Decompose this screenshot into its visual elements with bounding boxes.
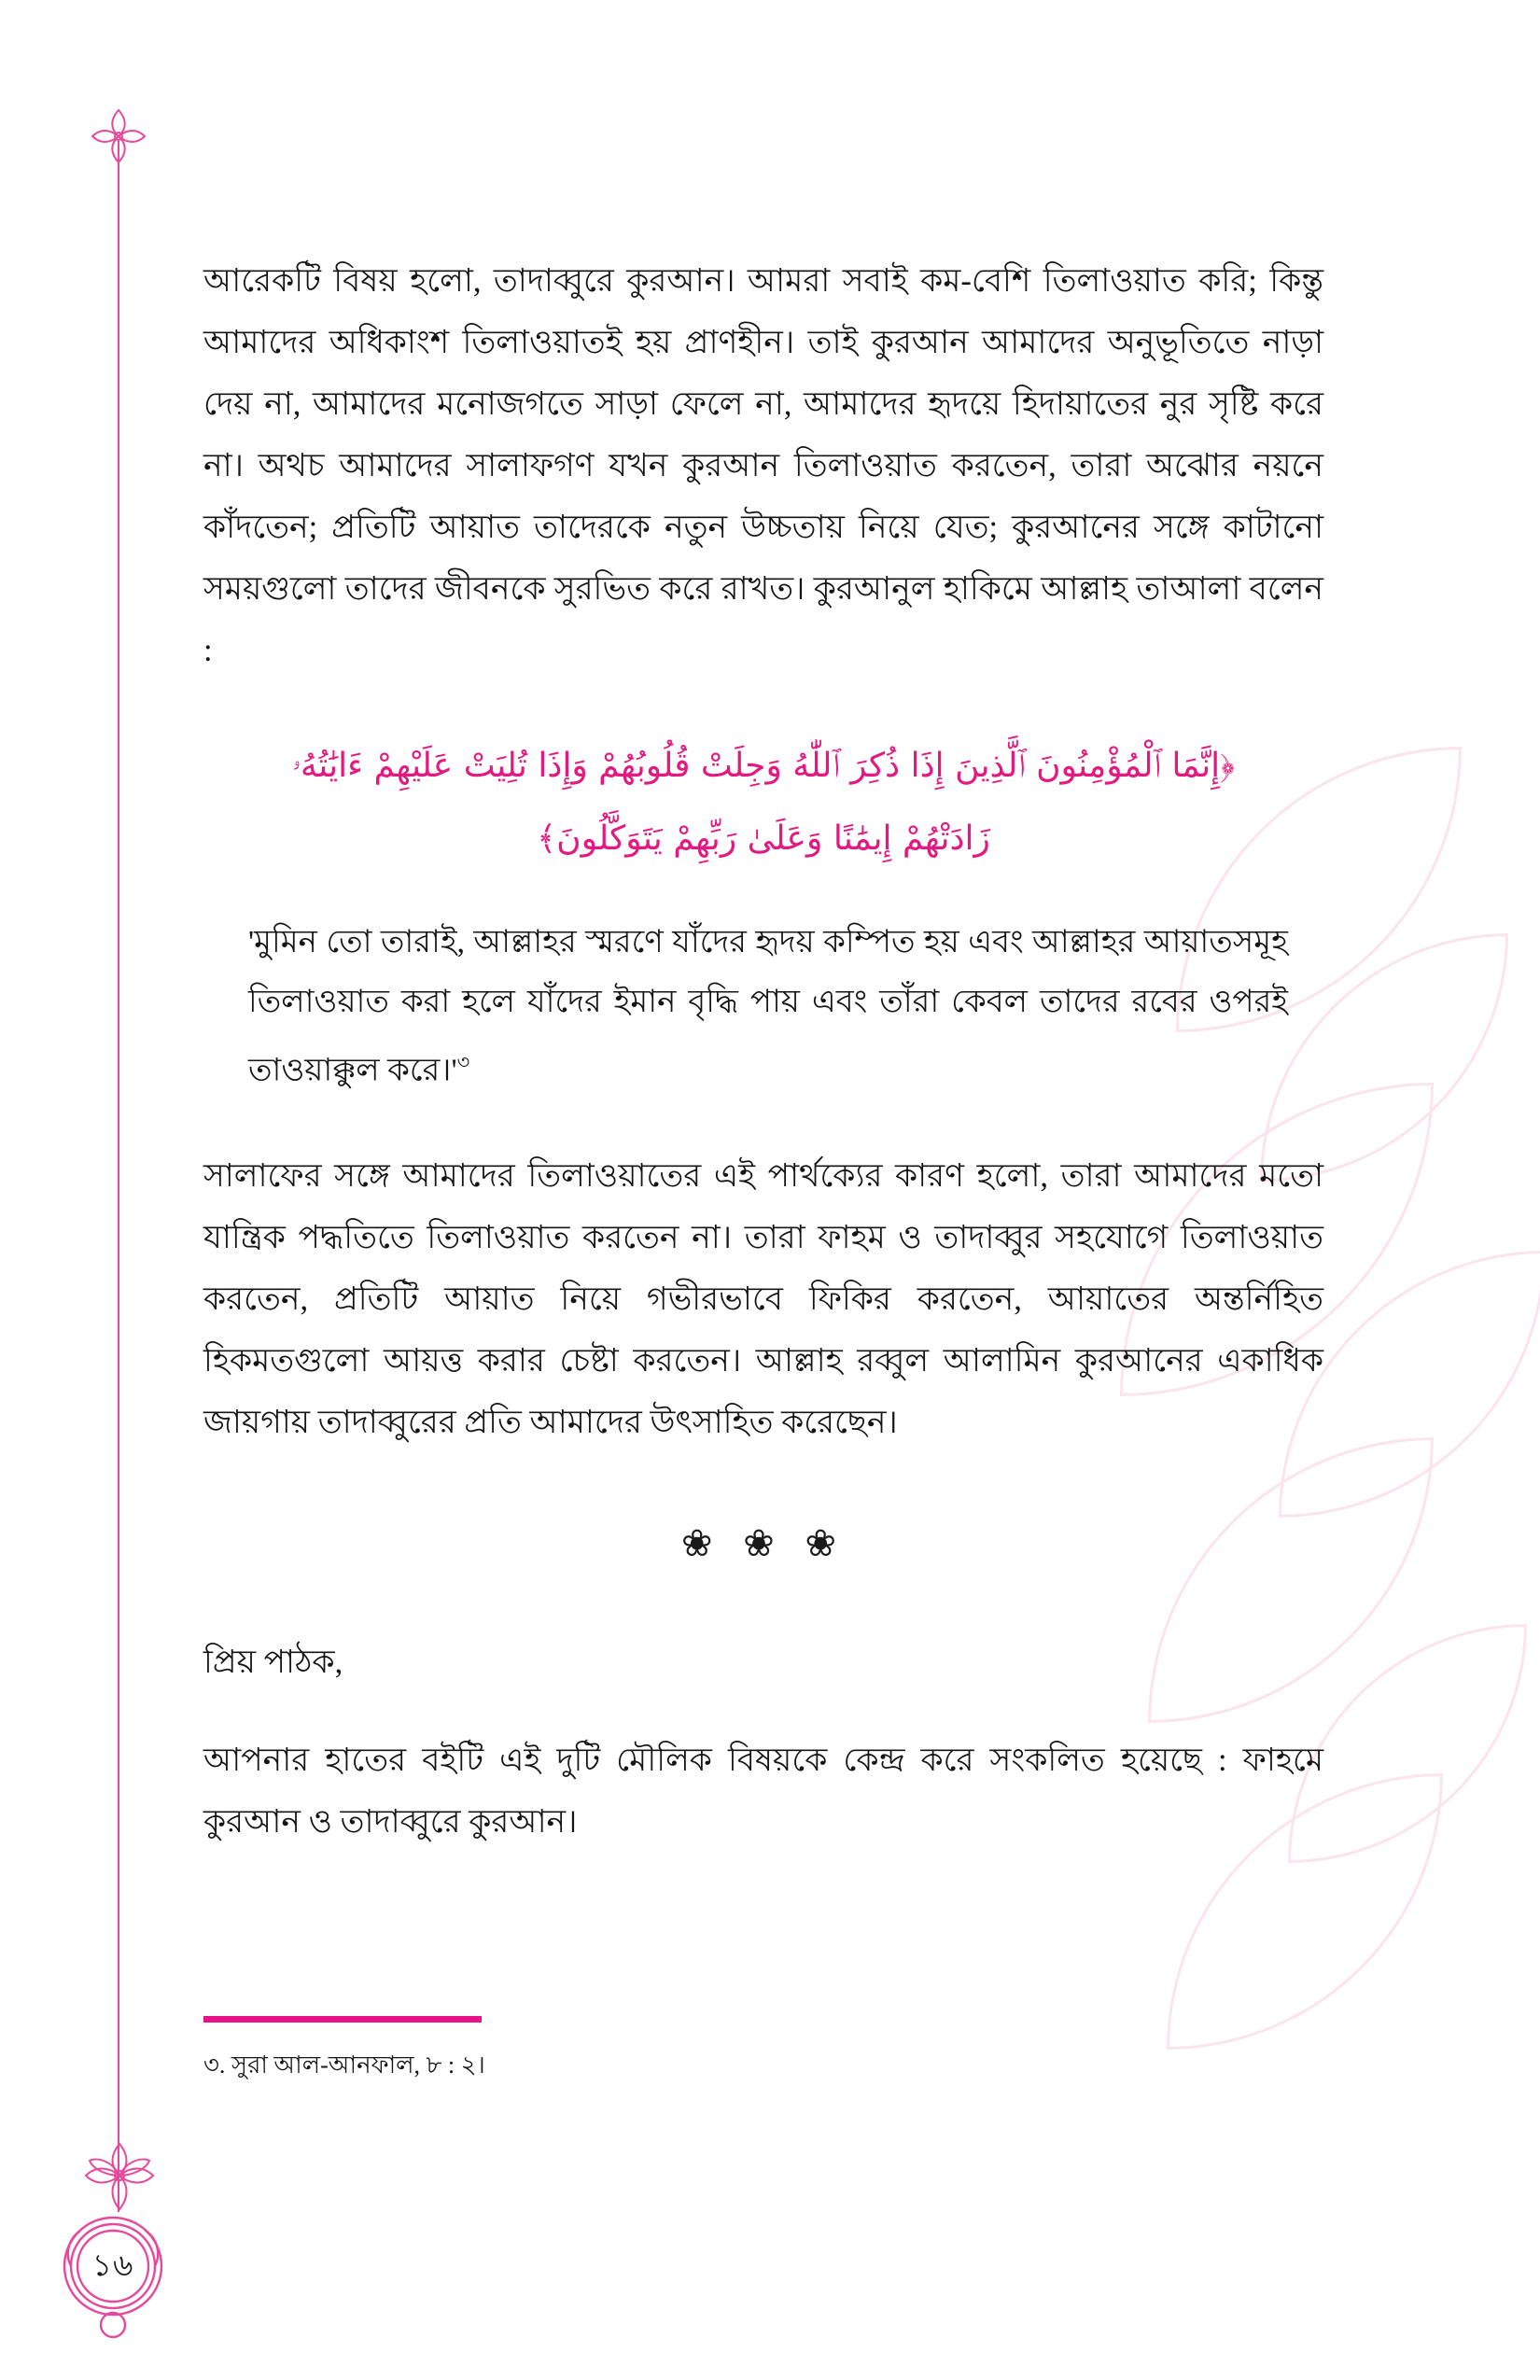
page-number: ১৬ bbox=[91, 2249, 134, 2283]
translation-text: 'মুমিন তো তারাই, আল্লাহর স্মরণে যাঁদের হৃদয় কম্পিত হয় এবং আল্লাহর আয়াতসমূহ তিলাওয়াত করা হলে যাঁদের ইমান বৃদ্ধি পায় এবং তাঁরা কেবল তাদের রবের ওপরই তাওয়াক্কুল করে।' bbox=[248, 925, 1288, 1088]
rail-top-ornament-icon bbox=[82, 101, 155, 174]
footnote-area bbox=[203, 2016, 1323, 2084]
page-content bbox=[203, 250, 1323, 1886]
page-number-medallion bbox=[52, 2212, 174, 2343]
reader-salutation: প্রিয় পাঠক, bbox=[203, 1645, 343, 1681]
verse-translation bbox=[203, 913, 1323, 1100]
footnote-separator-rule bbox=[203, 2016, 482, 2023]
arabic-line-2: زَادَتْهُمْ إِيمَٰنًا وَعَلَىٰ رَبِّهِمْ يَتَوَكَّلُونَ﴾ bbox=[537, 819, 990, 858]
quran-verse-arabic bbox=[203, 730, 1323, 875]
arabic-line-1: ﴿إِنَّمَا ٱلْمُؤْمِنُونَ ٱلَّذِينَ إِذَا ذُكِرَ ٱللّٰهُ وَجِلَتْ قُلُوبُهُمْ وَإِذَا تُلِيَتْ عَلَيْهِمْ ءَايَٰتُهُۥ bbox=[291, 747, 1236, 785]
paragraph-intro: আরেকটি বিষয় হলো, তাদাব্বুরে কুরআন। আমরা সবাই কম-বেশি তিলাওয়াত করি; কিন্তু আমাদের অধিকাংশ তিলাওয়াতই হয় প্রাণহীন। তাই কুরআন আমাদের অনুভূতিতে নাড়া দেয় না, আমাদের মনোজগতে সাড়া ফেলে না, আমাদের হৃদয়ে হিদায়াতের নুর সৃষ্টি করে না। অথচ আমাদের সালাফগণ যখন কুরআন তিলাওয়াত করতেন, তারা অঝোর নয়নে কাঁদতেন; প্রতিটি আয়াত তাদেরকে নতুন উচ্চতায় নিয়ে যেত; কুরআনের সঙ্গে কাটানো সময়গুলো তাদের জীবনকে সুরভিত করে রাখত। কুরআনুল হাকিমে আল্লাহ তাআলা বলেন : bbox=[203, 263, 1323, 668]
footnote-reference-marker: ৩ bbox=[456, 1051, 470, 1073]
paragraph-book-scope: আপনার হাতের বইটি এই দুটি মৌলিক বিষয়কে কেন্দ্র করে সংকলিত হয়েছে : ফাহমে কুরআন ও তাদাব্বুরে কুরআন। bbox=[203, 1743, 1323, 1841]
left-vertical-rule bbox=[118, 140, 119, 2212]
floral-divider-ornament: ❀ ❀ ❀ bbox=[681, 1522, 846, 1566]
footnote-text: ৩. সুরা আল-আনফাল, ৮ : ২। bbox=[203, 2051, 485, 2079]
paragraph-salaf-comparison: সালাফের সঙ্গে আমাদের তিলাওয়াতের এই পার্থক্যের কারণ হলো, তারা আমাদের মতো যান্ত্রিক পদ্ধতিতে তিলাওয়াত করতেন না। তারা ফাহম ও তাদাব্বুর সহযোগে তিলাওয়াত করতেন, প্রতিটি আয়াত নিয়ে গভীরভাবে ফিকির করতেন, আয়াতের অন্তর্নিহিত হিকমতগুলো আয়ত্ত করার চেষ্টা করতেন। আল্লাহ রব্বুল আলামিন কুরআনের একাধিক জায়গায় তাদাব্বুরের প্রতি আমাদের উৎসাহিত করেছেন। bbox=[203, 1158, 1323, 1441]
